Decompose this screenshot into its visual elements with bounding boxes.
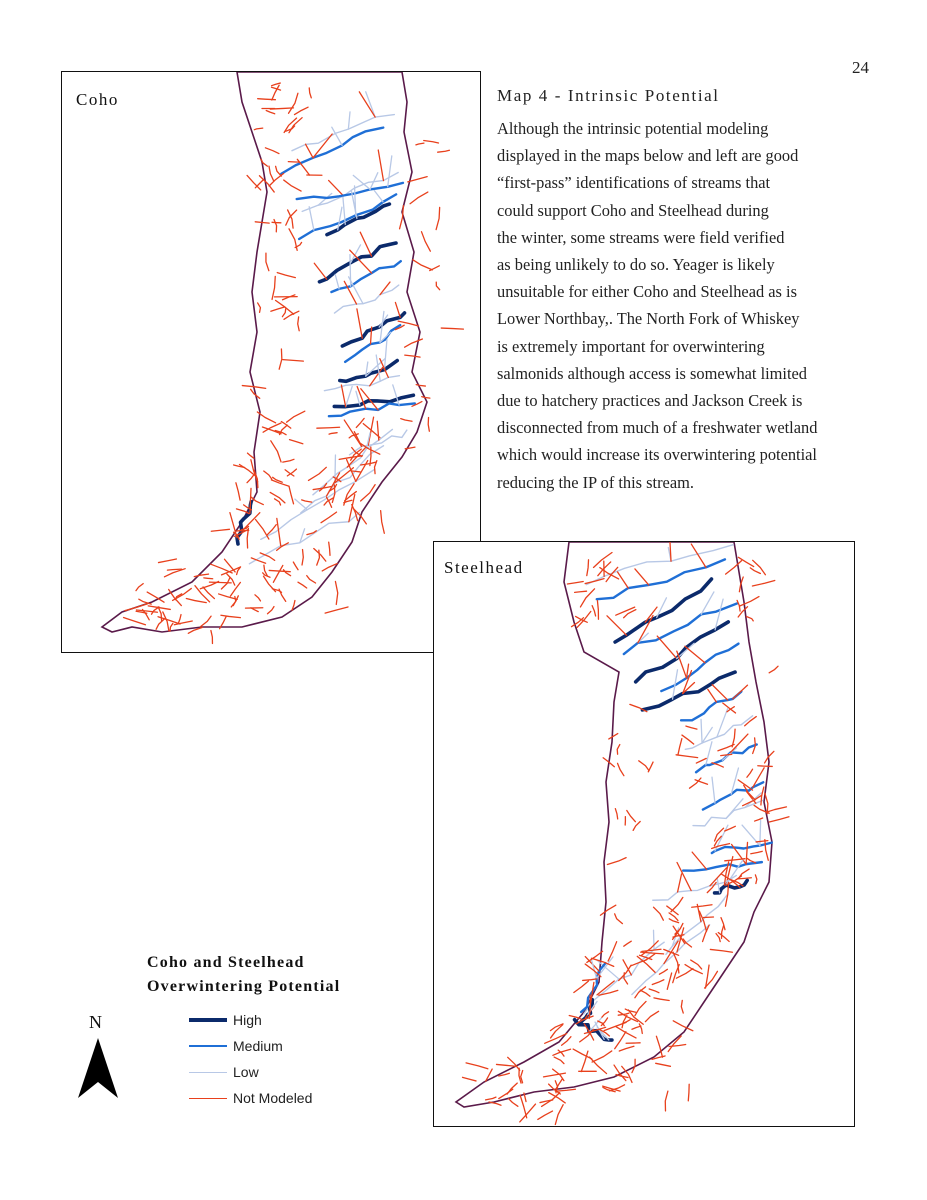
tributary-segment bbox=[298, 317, 299, 331]
tributary-segment bbox=[554, 1057, 564, 1064]
legend-item-medium bbox=[189, 1033, 312, 1059]
watershed-boundary bbox=[102, 72, 427, 632]
tributary-segment bbox=[360, 232, 371, 256]
body-line: Although the intrinsic potential modeling bbox=[497, 119, 769, 138]
tributary-segment bbox=[717, 878, 719, 892]
page-number: 24 bbox=[852, 58, 869, 77]
tributary-segment bbox=[638, 616, 653, 643]
tributary-segment bbox=[388, 156, 392, 187]
tributary-segment bbox=[747, 769, 753, 777]
tributary-segment bbox=[609, 734, 618, 739]
tributary-segment bbox=[274, 220, 277, 232]
tributary-segment bbox=[256, 519, 269, 539]
tributary-segment bbox=[766, 807, 786, 812]
tributary-segment bbox=[255, 222, 269, 223]
tributary-segment bbox=[671, 897, 683, 911]
tributary-segment bbox=[654, 907, 664, 920]
tributary-segment bbox=[618, 1013, 629, 1015]
stream-segment bbox=[636, 622, 729, 682]
steelhead-map-label: Steelhead bbox=[444, 558, 524, 577]
body-line: is extremely important for overwintering bbox=[497, 336, 765, 356]
coho-map bbox=[61, 71, 481, 653]
tributary-segment bbox=[151, 607, 159, 614]
body-line: displayed in the maps below and left are good bbox=[497, 146, 799, 166]
legend-list bbox=[189, 1007, 312, 1111]
tributary-segment bbox=[266, 253, 269, 270]
body-line: could support Coho and Steelhead during bbox=[497, 200, 769, 220]
tributary-segment bbox=[520, 1104, 536, 1122]
tributary-segment bbox=[640, 990, 650, 996]
legend-item-not-modeled bbox=[189, 1085, 312, 1111]
tributary-segment bbox=[329, 433, 337, 434]
tributary-segment bbox=[405, 339, 423, 347]
body-line: Lower Northbay,. The North Fork of Whiskey bbox=[497, 309, 800, 329]
tributary-segment bbox=[681, 1000, 683, 1013]
tributary-segment bbox=[317, 427, 340, 428]
tributary-segment bbox=[593, 553, 612, 568]
tributary-segment bbox=[381, 511, 385, 534]
tributary-segment bbox=[186, 599, 206, 603]
stream-segment bbox=[335, 285, 399, 313]
tributary-segment bbox=[283, 570, 290, 576]
tributary-segment bbox=[211, 529, 229, 531]
tributary-segment bbox=[575, 591, 587, 592]
tributary-segment bbox=[266, 111, 275, 114]
tributary-segment bbox=[691, 960, 702, 969]
tributary-segment bbox=[751, 851, 762, 853]
tributary-segment bbox=[656, 1063, 671, 1066]
low-line-icon bbox=[189, 1072, 227, 1073]
tributary-segment bbox=[544, 1073, 566, 1077]
stream-segment bbox=[681, 692, 741, 721]
tributary-segment bbox=[466, 1063, 488, 1069]
tributary-segment bbox=[602, 1012, 609, 1017]
tributary-segment bbox=[204, 578, 213, 579]
tributary-segment bbox=[657, 636, 677, 658]
north-arrow-icon bbox=[78, 1038, 118, 1100]
tributary-segment bbox=[615, 914, 623, 924]
tributary-segment bbox=[413, 260, 432, 270]
tributary-segment bbox=[294, 107, 308, 114]
tributary-segment bbox=[508, 1057, 520, 1070]
body-line: “first-pass” identifications of streams that bbox=[497, 173, 771, 193]
coho-map-label: Coho bbox=[76, 90, 119, 109]
tributary-segment bbox=[639, 1024, 642, 1034]
tributary-segment bbox=[332, 127, 342, 145]
tributary-segment bbox=[635, 569, 649, 585]
tributary-segment bbox=[163, 612, 169, 631]
body-line: reducing the IP of this stream. bbox=[497, 472, 694, 492]
tributary-segment bbox=[497, 1064, 517, 1066]
tributary-segment bbox=[685, 646, 705, 663]
tributary-segment bbox=[254, 128, 262, 130]
legend-item-low bbox=[189, 1059, 312, 1085]
tributary-segment bbox=[742, 825, 760, 846]
legend bbox=[147, 951, 387, 1106]
tributary-segment bbox=[688, 1084, 689, 1101]
tributary-segment bbox=[124, 618, 146, 625]
tributary-segment bbox=[422, 397, 430, 398]
stream-segment bbox=[597, 559, 725, 599]
tributary-segment bbox=[642, 949, 661, 951]
map-title: Map 4 - Intrinsic Potential bbox=[497, 86, 720, 105]
tributary-segment bbox=[463, 1077, 476, 1081]
body-line: the winter, some streams were field verified bbox=[497, 227, 785, 247]
tributary-segment bbox=[752, 580, 774, 586]
tributary-segment bbox=[221, 615, 240, 617]
tributary-segment bbox=[619, 1046, 634, 1051]
tributary-segment bbox=[618, 763, 624, 775]
tributary-segment bbox=[704, 917, 714, 918]
tributary-segment bbox=[201, 616, 212, 626]
tributary-segment bbox=[676, 755, 698, 758]
tributary-segment bbox=[178, 615, 181, 624]
tributary-segment bbox=[289, 93, 298, 113]
tributary-segment bbox=[652, 980, 664, 985]
tributary-segment bbox=[755, 818, 763, 821]
tributary-segment bbox=[615, 809, 617, 819]
tributary-segment bbox=[357, 309, 362, 338]
tributary-segment bbox=[346, 386, 353, 406]
tributary-segment bbox=[436, 282, 439, 290]
tributary-segment bbox=[264, 471, 272, 479]
stream-segment bbox=[327, 204, 389, 235]
tributary-segment bbox=[170, 623, 173, 631]
steelhead-stream-network bbox=[463, 542, 789, 1124]
tributary-segment bbox=[247, 453, 253, 458]
tributary-segment bbox=[377, 421, 379, 440]
tributary-segment bbox=[194, 574, 208, 576]
tributary-segment bbox=[710, 949, 732, 952]
tributary-segment bbox=[302, 500, 312, 502]
tributary-segment bbox=[335, 581, 337, 604]
tributary-segment bbox=[659, 969, 667, 974]
tributary-segment bbox=[282, 309, 285, 317]
tributary-segment bbox=[349, 277, 363, 304]
tributary-segment bbox=[306, 144, 313, 158]
stream-segment bbox=[340, 361, 397, 382]
legend-title-line: Coho and Steelhead bbox=[147, 954, 305, 971]
tributary-segment bbox=[430, 266, 440, 271]
tributary-segment bbox=[756, 841, 768, 842]
tributary-segment bbox=[678, 739, 682, 755]
tributary-segment bbox=[706, 742, 712, 765]
tributary-segment bbox=[592, 1051, 612, 1062]
tributary-segment bbox=[211, 631, 213, 644]
tributary-segment bbox=[307, 576, 316, 583]
tributary-segment bbox=[708, 689, 717, 702]
tributary-segment bbox=[139, 599, 151, 604]
tributary-segment bbox=[542, 1093, 560, 1107]
medium-line-icon bbox=[189, 1045, 227, 1047]
body-line: as being unlikely to do so. Yeager is likely bbox=[497, 255, 775, 275]
tributary-segment bbox=[769, 817, 789, 822]
tributary-segment bbox=[329, 542, 330, 555]
tributary-segment bbox=[538, 1111, 553, 1119]
tributary-segment bbox=[691, 544, 706, 567]
tributary-segment bbox=[597, 601, 598, 620]
tributary-segment bbox=[314, 263, 326, 279]
tributary-segment bbox=[348, 112, 350, 129]
tributary-segment bbox=[159, 559, 177, 563]
tributary-segment bbox=[271, 441, 281, 462]
tributary-segment bbox=[583, 979, 597, 981]
tributary-segment bbox=[649, 989, 659, 993]
tributary-segment bbox=[321, 512, 337, 523]
tributary-segment bbox=[739, 869, 749, 878]
tributary-segment bbox=[721, 754, 732, 755]
tributary-segment bbox=[607, 858, 626, 865]
tributary-segment bbox=[255, 595, 260, 601]
tributary-segment bbox=[654, 930, 655, 949]
tributary-segment bbox=[284, 180, 301, 191]
tributary-segment bbox=[405, 355, 420, 357]
tributary-segment bbox=[384, 340, 386, 370]
tributary-segment bbox=[696, 758, 706, 763]
tributary-segment bbox=[615, 1032, 626, 1049]
tributary-segment bbox=[272, 276, 275, 299]
tributary-segment bbox=[269, 166, 274, 181]
tributary-segment bbox=[747, 858, 756, 862]
not-modeled-line-icon bbox=[189, 1098, 227, 1099]
tributary-segment bbox=[276, 166, 282, 176]
tributary-segment bbox=[627, 810, 636, 821]
tributary-segment bbox=[308, 467, 326, 480]
steelhead-map bbox=[433, 541, 855, 1127]
tributary-segment bbox=[236, 483, 240, 500]
tributary-segment bbox=[601, 1018, 607, 1026]
tributary-segment bbox=[424, 141, 439, 143]
tributary-segment bbox=[545, 1034, 567, 1044]
tributary-segment bbox=[356, 418, 364, 427]
tributary-segment bbox=[632, 1026, 641, 1029]
tributary-segment bbox=[230, 582, 240, 596]
tributary-segment bbox=[686, 726, 697, 729]
tributary-segment bbox=[283, 360, 304, 362]
stream-segment bbox=[661, 644, 738, 691]
tributary-segment bbox=[277, 518, 281, 545]
tributary-segment bbox=[567, 581, 583, 583]
tributary-segment bbox=[428, 418, 429, 432]
tributary-segment bbox=[574, 981, 589, 992]
tributary-segment bbox=[635, 1001, 646, 1015]
tributary-segment bbox=[325, 607, 348, 613]
tributary-segment bbox=[281, 422, 290, 429]
legend-label: Medium bbox=[233, 1038, 283, 1054]
legend-label: High bbox=[233, 1012, 262, 1028]
tributary-segment bbox=[436, 207, 440, 229]
tributary-segment bbox=[607, 616, 626, 635]
tributary-segment bbox=[746, 842, 747, 864]
tributary-segment bbox=[733, 685, 748, 699]
tributary-segment bbox=[585, 579, 604, 584]
stream-segment bbox=[683, 862, 762, 871]
tributary-segment bbox=[374, 191, 383, 202]
tributary-segment bbox=[617, 572, 628, 588]
north-letter: N bbox=[89, 1012, 102, 1032]
tributary-segment bbox=[746, 617, 753, 621]
legend-title-line: Overwintering Potential bbox=[147, 978, 341, 995]
body-line: due to hatchery practices and Jackson Creek is bbox=[497, 391, 803, 411]
tributary-segment bbox=[755, 875, 756, 884]
high-line-icon bbox=[189, 1018, 227, 1022]
tributary-segment bbox=[271, 307, 285, 311]
tributary-segment bbox=[378, 150, 383, 180]
body-line: which would increase its overwintering potential bbox=[497, 445, 817, 465]
tributary-segment bbox=[712, 685, 727, 700]
tributary-segment bbox=[273, 565, 282, 582]
tributary-segment bbox=[289, 487, 293, 504]
tributary-segment bbox=[279, 349, 282, 369]
tributary-segment bbox=[169, 589, 182, 605]
tributary-segment bbox=[549, 1093, 565, 1103]
tributary-segment bbox=[302, 549, 303, 565]
tributary-segment bbox=[617, 745, 620, 755]
tributary-segment bbox=[410, 192, 428, 204]
tributary-segment bbox=[624, 941, 631, 946]
tributary-segment bbox=[247, 175, 261, 189]
tributary-segment bbox=[267, 607, 273, 614]
tributary-segment bbox=[758, 766, 772, 767]
tributary-segment bbox=[257, 412, 275, 423]
tributary-segment bbox=[648, 762, 653, 772]
tributary-segment bbox=[701, 592, 714, 614]
tributary-segment bbox=[667, 973, 671, 989]
tributary-segment bbox=[441, 328, 463, 329]
tributary-segment bbox=[287, 411, 305, 422]
tributary-segment bbox=[712, 777, 715, 803]
watershed-boundary bbox=[456, 542, 772, 1107]
tributary-segment bbox=[645, 1011, 658, 1021]
tributary-segment bbox=[692, 852, 706, 869]
tributary-segment bbox=[136, 584, 143, 591]
tributary-segment bbox=[716, 934, 720, 942]
tributary-segment bbox=[263, 576, 275, 591]
tributary-segment bbox=[665, 1091, 668, 1111]
tributary-segment bbox=[600, 905, 615, 915]
tributary-segment bbox=[555, 1105, 563, 1125]
tributary-segment bbox=[275, 499, 281, 505]
tributary-segment bbox=[401, 419, 412, 422]
tributary-segment bbox=[633, 821, 640, 830]
tributary-segment bbox=[265, 148, 279, 154]
tributary-segment bbox=[247, 528, 248, 548]
tributary-segment bbox=[692, 905, 712, 908]
tributary-segment bbox=[309, 207, 314, 230]
steelhead-map-canvas bbox=[434, 542, 854, 1126]
tributary-segment bbox=[682, 735, 694, 744]
tributary-segment bbox=[258, 303, 261, 312]
tributary-segment bbox=[723, 703, 736, 713]
tributary-segment bbox=[156, 619, 164, 629]
body-line: salmonids although access is somewhat limited bbox=[497, 363, 808, 383]
tributary-segment bbox=[416, 143, 424, 145]
tributary-segment bbox=[438, 150, 450, 152]
tributary-segment bbox=[678, 874, 682, 892]
tributary-segment bbox=[283, 459, 294, 462]
tributary-segment bbox=[632, 1059, 635, 1072]
tributary-segment bbox=[314, 549, 326, 562]
tributary-segment bbox=[718, 744, 734, 750]
tributary-segment bbox=[669, 1044, 686, 1046]
tributary-segment bbox=[309, 88, 311, 98]
tributary-segment bbox=[277, 273, 295, 278]
tributary-segment bbox=[395, 302, 400, 317]
tributary-segment bbox=[351, 191, 357, 218]
tributary-segment bbox=[509, 1099, 518, 1107]
tributary-segment bbox=[293, 562, 298, 570]
tributary-segment bbox=[405, 447, 415, 449]
tributary-segment bbox=[769, 666, 778, 673]
tributary-segment bbox=[712, 763, 723, 767]
tributary-segment bbox=[416, 385, 425, 386]
tributary-segment bbox=[639, 761, 649, 771]
tributary-segment bbox=[289, 118, 302, 133]
tributary-segment bbox=[701, 719, 702, 743]
tributary-segment bbox=[654, 998, 669, 1001]
body-text bbox=[497, 115, 867, 496]
tributary-segment bbox=[341, 385, 345, 407]
tributary-segment bbox=[573, 1049, 592, 1059]
tributary-segment bbox=[587, 560, 589, 576]
tributary-segment bbox=[335, 274, 339, 288]
tributary-segment bbox=[421, 232, 430, 252]
legend-label: Not Modeled bbox=[233, 1090, 313, 1106]
body-line: disconnected from much of a freshwater wetland bbox=[497, 418, 818, 438]
legend-item-high bbox=[189, 1007, 312, 1033]
tributary-segment bbox=[290, 440, 303, 444]
body-line: unsuitable for either Coho and Steelhead as is bbox=[497, 282, 797, 302]
tributary-segment bbox=[486, 1097, 496, 1100]
tributary-segment bbox=[637, 956, 655, 972]
coho-stream-network bbox=[124, 83, 464, 643]
tributary-segment bbox=[298, 582, 307, 588]
tributary-segment bbox=[400, 206, 404, 229]
tributary-segment bbox=[361, 485, 376, 501]
tributary-segment bbox=[592, 606, 595, 616]
tributary-segment bbox=[750, 568, 760, 574]
tributary-segment bbox=[577, 611, 591, 627]
legend-label: Low bbox=[233, 1064, 259, 1080]
stream-segment bbox=[693, 800, 763, 826]
coho-map-canvas bbox=[62, 72, 480, 652]
north-arrow bbox=[78, 1012, 118, 1102]
tributary-segment bbox=[158, 607, 161, 621]
tributary-segment bbox=[739, 597, 759, 607]
